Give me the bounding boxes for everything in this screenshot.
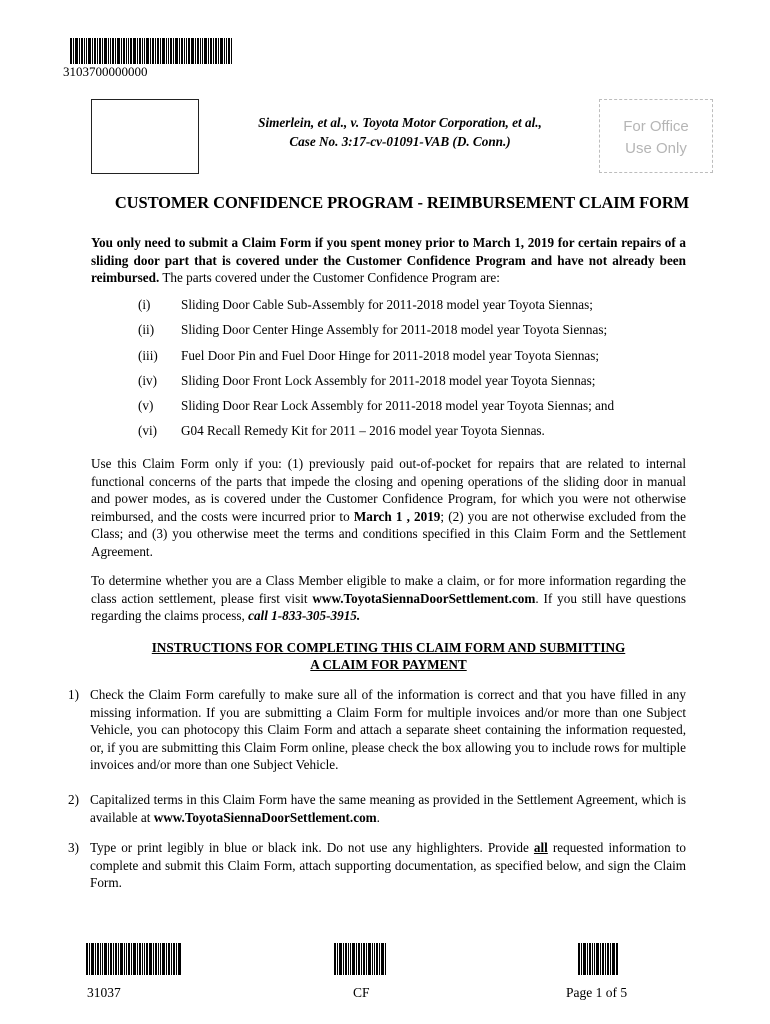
list-item-text: Fuel Door Pin and Fuel Door Hinge for 2011-2018 model year Toyota Siennas; [181, 347, 600, 363]
intro-paragraph [91, 234, 686, 287]
list-item-text: G04 Recall Remedy Kit for 2011 – 2016 model year Toyota Siennas. [181, 423, 545, 439]
list-item-text: Sliding Door Center Hinge Assembly for 2011-2018 model year Toyota Siennas; [181, 322, 608, 338]
top-barcode [70, 38, 232, 64]
list-item-number: (i) [138, 297, 151, 312]
instructions-heading [91, 639, 686, 673]
parts-list [138, 297, 698, 449]
list-item-number: (vi) [138, 423, 158, 439]
form-title: CUSTOMER CONFIDENCE PROGRAM - REIMBURSEMENT CLAIM FORM [114, 193, 690, 212]
instructions-heading-line1: INSTRUCTIONS FOR COMPLETING THIS CLAIM FORM AND SUBMITTING [151, 640, 626, 655]
footer-form-type: CF [353, 985, 370, 1000]
footer-barcode-right [578, 943, 618, 975]
list-item [138, 322, 698, 347]
intro-normal: The parts covered under the Customer Confidence Program are: [159, 270, 500, 285]
eligibility-text-a: Use this Claim Form only if you: (1) previously paid out-of-pocket for repairs that are related to internal functional concerns of the parts that impede the closing and opening operations of the sliding door in manual and power modes, as is covered under the Customer Confidence Program, for which you were not otherwise reimbursed, and the costs were incurred prior to [91, 456, 686, 524]
instruction-2-text-a: Capitalized terms in this Claim Form have the same meaning as provided in the Settlement Agreement, which is available at [90, 792, 686, 825]
list-item [138, 373, 698, 398]
list-item [138, 348, 698, 373]
instruction-text: Check the Claim Form carefully to make sure all of the information is correct and that you have filled in any missing information. If you are submitting a Claim Form for multiple invoices and/or more than one Subject Vehicle, you can photocopy this Claim Form and attach a separate sheet containing the information requested, or, if you are submitting this Claim Form online, please check the box allowing you to include rows for multiple invoices and/or more than one Subject Vehicle. [90, 687, 686, 772]
eligibility-paragraph [91, 455, 686, 560]
eligibility-text-b: ; (2) you are not otherwise excluded from the Class; and (3) you otherwise meet the terms and conditions specified in this Claim Form and the Settlement Agreement. [91, 508, 687, 559]
case-caption-line1: Simerlein, et al., v. Toyota Motor Corporation, et al., [258, 115, 542, 130]
office-use-line2: Use Only [625, 140, 687, 157]
phone-number: call 1-833-305-3915. [248, 608, 361, 623]
instruction-3-text-a: Type or print legibly in blue or black ink. Do not use any highlighters. Provide [90, 840, 534, 855]
instruction-text [90, 791, 686, 826]
claimant-label-box [91, 99, 199, 174]
case-caption [220, 113, 580, 151]
list-item-text: Sliding Door Cable Sub-Assembly for 2011-2018 model year Toyota Siennas; [181, 297, 593, 312]
footer-barcode-left [86, 943, 181, 975]
eligibility-date: March 1 , 2019 [353, 508, 441, 524]
class-member-paragraph [91, 572, 686, 625]
instruction-2-text-b: . [376, 809, 380, 825]
instruction-3-all: all [533, 840, 548, 855]
class-member-text-b: . If you still have questions regarding the claims process, [91, 590, 686, 623]
list-item-number: (iv) [138, 372, 158, 388]
instructions-heading-line2: A CLAIM FOR PAYMENT [310, 657, 467, 672]
instruction-number: 1) [68, 687, 79, 702]
page-number: Page 1 of 5 [566, 985, 628, 1000]
list-item-number: (v) [138, 398, 154, 414]
list-item-text: Sliding Door Rear Lock Assembly for 2011-2018 model year Toyota Siennas; and [181, 398, 615, 414]
settlement-website-link[interactable]: www.ToyotaSiennaDoorSettlement.com [312, 590, 536, 606]
list-item [138, 398, 698, 423]
list-item [138, 423, 698, 448]
class-member-text-a: To determine whether you are a Class Member eligible to make a claim, or for more information regarding the class action settlement, please first visit [91, 573, 686, 606]
instruction-text [90, 839, 686, 892]
barcode-number: 3103700000000 [63, 64, 148, 79]
list-item [138, 297, 698, 322]
instruction-number: 2) [68, 792, 79, 807]
footer-form-code: 31037 [87, 985, 121, 1000]
settlement-website-link-2[interactable]: www.ToyotaSiennaDoorSettlement.com [153, 809, 377, 825]
footer-barcode-center [334, 943, 386, 975]
office-use-box [599, 99, 713, 173]
list-item-text: Sliding Door Front Lock Assembly for 2011-2018 model year Toyota Siennas; [181, 372, 596, 388]
case-caption-line2: Case No. 3:17-cv-01091-VAB (D. Conn.) [289, 134, 511, 149]
list-item-number: (ii) [138, 322, 155, 338]
list-item-number: (iii) [138, 347, 158, 363]
intro-bold: You only need to submit a Claim Form if you spent money prior to March 1, 2019 for certain repairs of a sliding door part that is covered under the Customer Confidence Program and have not already been reimbursed. [91, 235, 686, 285]
instruction-number: 3) [68, 840, 79, 855]
instruction-3-text-b: requested information to complete and submit this Claim Form, attach supporting documentation, as specified below, and sign the Claim Form. [90, 840, 687, 890]
office-use-line1: For Office [623, 118, 689, 135]
